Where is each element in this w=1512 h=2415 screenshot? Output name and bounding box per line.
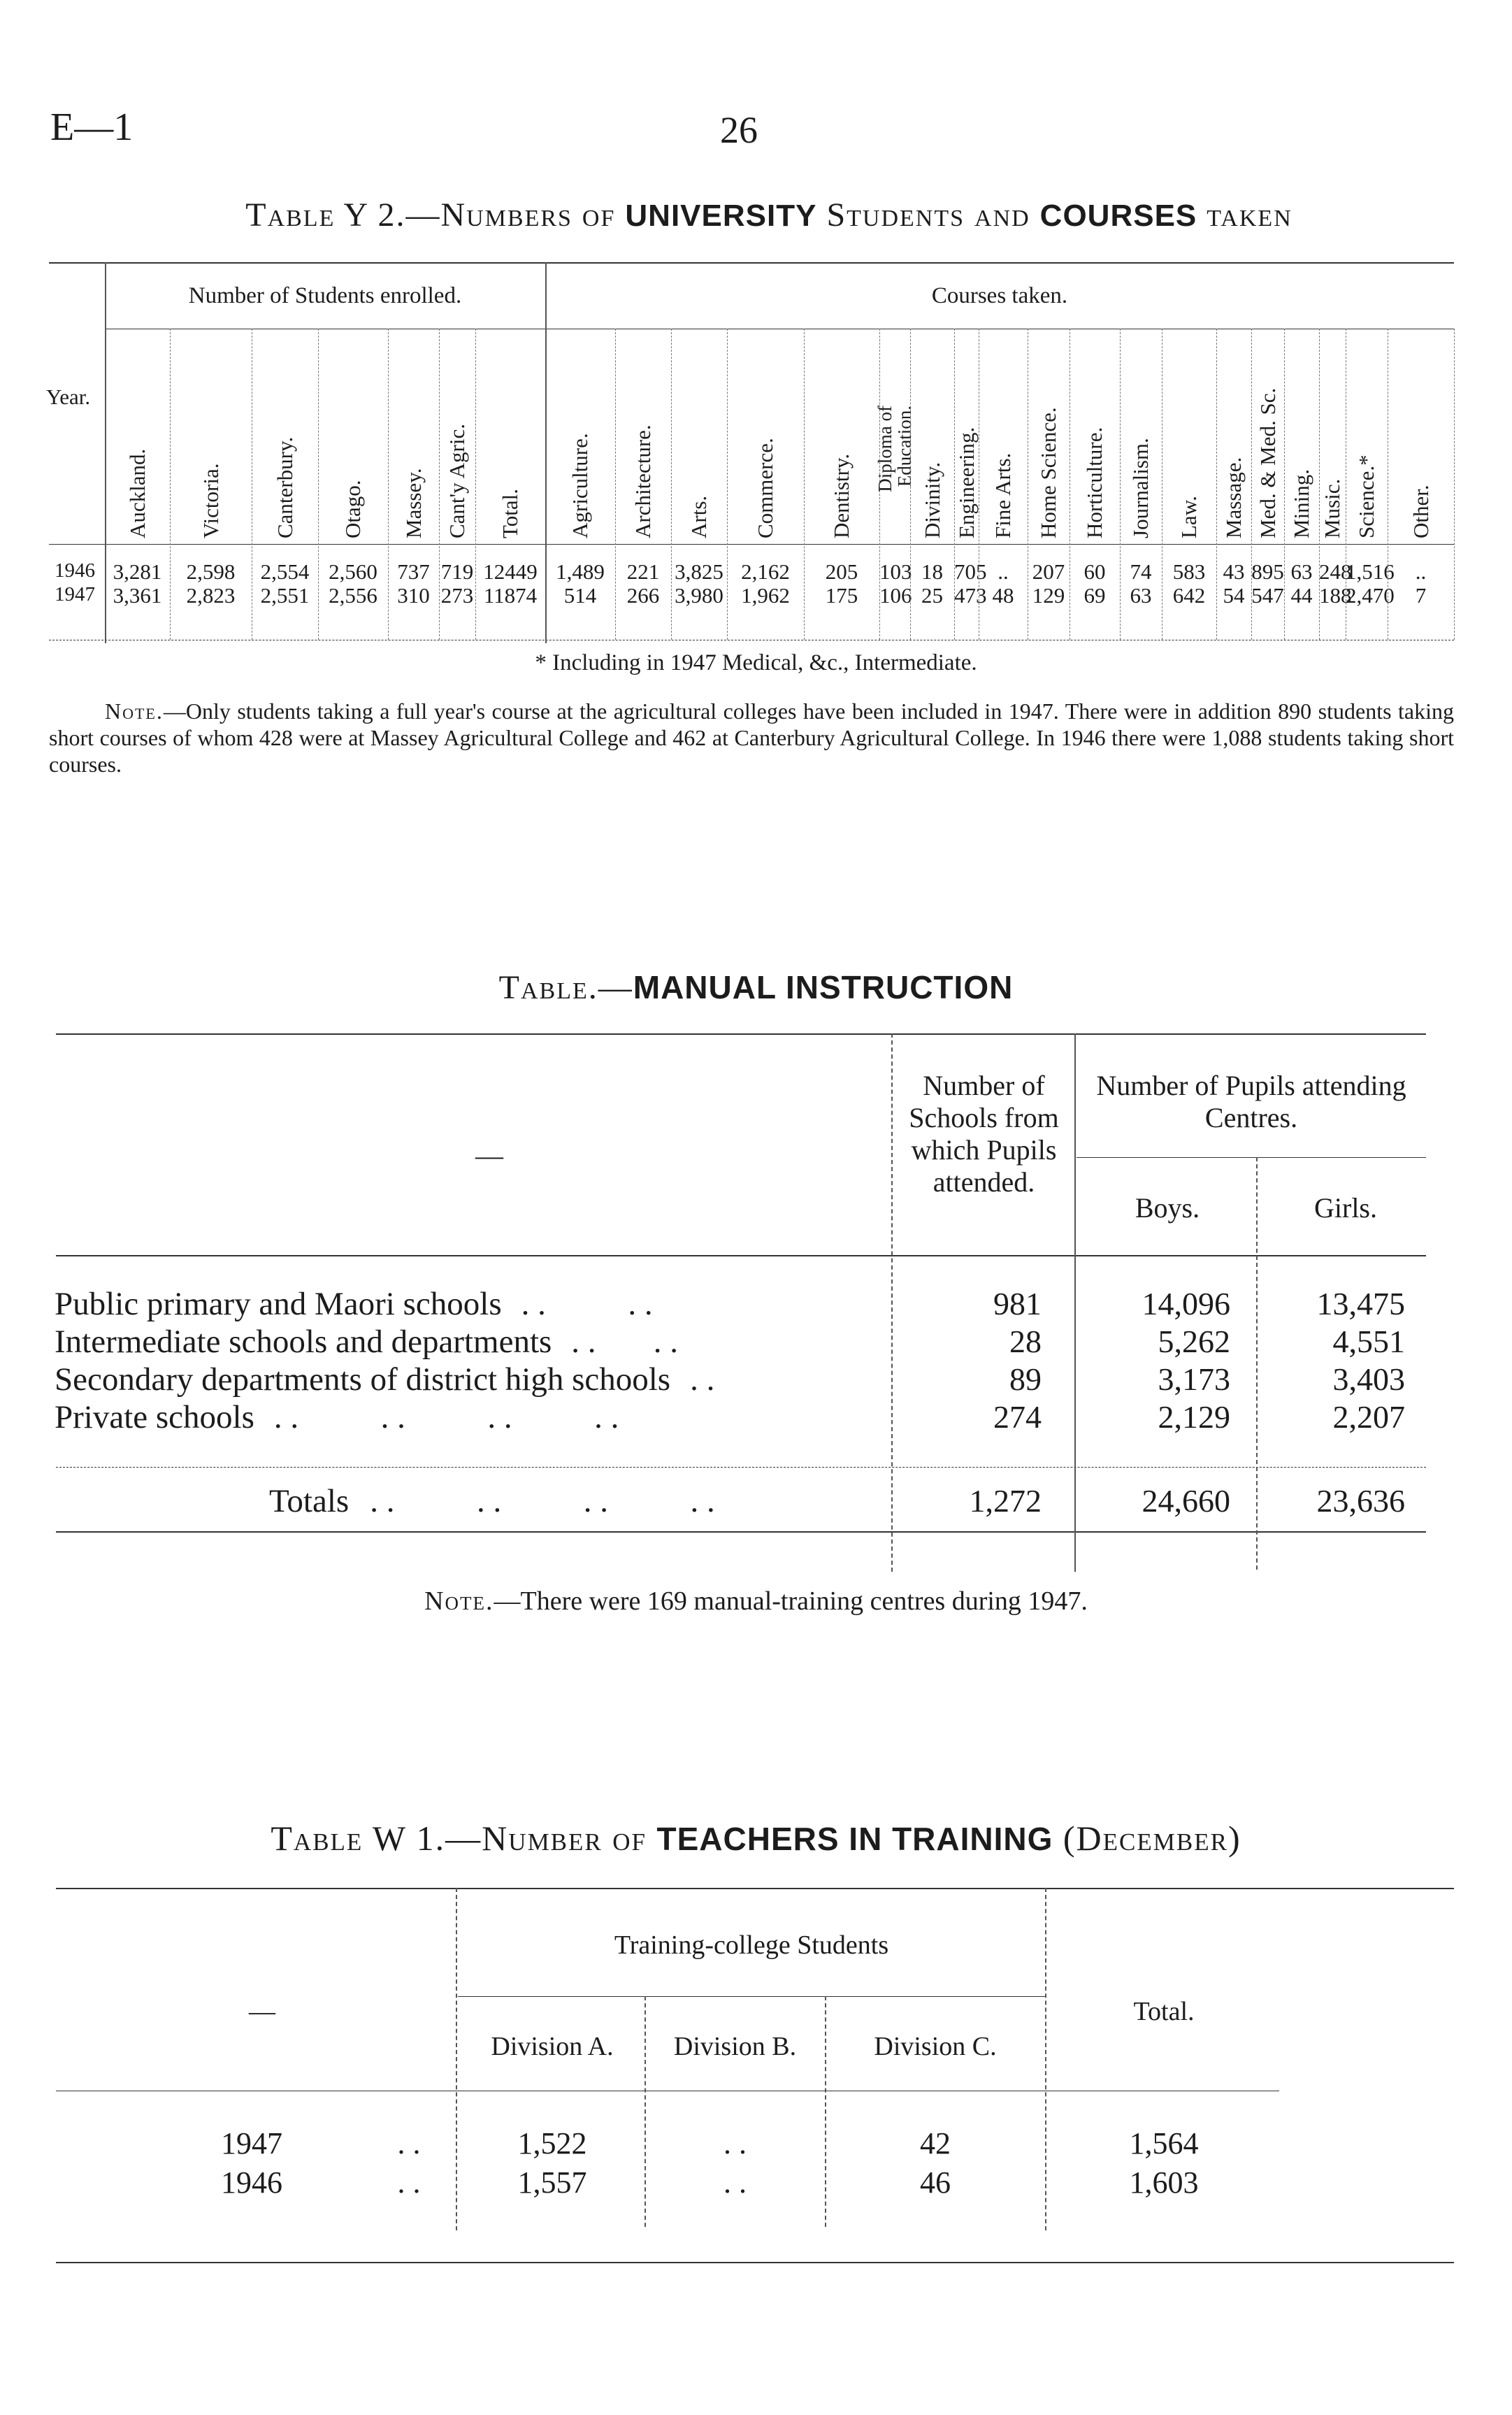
table-cell: 129 [1032,583,1065,608]
manual-note: Note.—There were 169 manual-training centres during 1947. [424,1586,1088,1616]
w1-cell-a: 1,557 [517,2165,587,2200]
manual-row-label: Secondary departments of district high schools . . [55,1361,715,1398]
w1-division-a-header: Division A. [491,2032,614,2061]
table-cell: 248 [1319,559,1352,584]
manual-pupils-group-header: Number of Pupils attending Centres. [1096,1070,1406,1133]
manual-boys-header: Boys. [1135,1192,1200,1224]
manual-cell-schools: 89 [1009,1361,1042,1397]
totals-boys: 24,660 [1142,1483,1230,1519]
table-cell: 207 [1032,559,1065,584]
table-cell: 69 [1083,583,1106,608]
row-year: 1947 [55,583,95,605]
table-cell: .. [998,559,1009,584]
manual-cell-schools: 981 [993,1286,1042,1321]
column-header-other: Other. [1408,485,1433,538]
column-header-mining: Mining. [1289,468,1313,538]
table-cell: 1,489 [556,559,605,584]
table-cell: 43 [1223,559,1245,584]
column-header-arts: Arts. [686,495,711,538]
w1-cell-total: 1,603 [1129,2165,1199,2200]
w1-division-c-header: Division C. [874,2032,997,2061]
table-y2-note: Note.—Only students taking a full year's course at the agricultural colleges have been included in 1947. There were in addition 890 students taking short courses of whom 428 were at Massey Agricultural College and 462 at Canterbury Agricultural College. In 1946 there were 1,088 students taking short courses. [49,698,1454,777]
table-cell: 2,470 [1346,583,1395,608]
w1-cell-c: 46 [920,2165,951,2200]
table-cell: 63 [1130,583,1152,608]
column-header-dentistry: Dentistry. [829,453,854,538]
table-cell: 719 [440,559,474,584]
table-cell: 642 [1172,583,1206,608]
column-header-victoria: Victoria. [198,463,223,538]
table-cell: 25 [921,583,943,608]
section-code: E—1 [50,106,134,149]
table-cell: 514 [563,583,597,608]
manual-cell-boys: 2,129 [1158,1399,1230,1435]
table-cell: 63 [1290,559,1313,584]
w1-cell-total: 1,564 [1129,2126,1199,2160]
manual-cell-girls: 2,207 [1332,1399,1405,1435]
manual-cell-boys: 3,173 [1158,1361,1230,1397]
manual-cell-boys: 5,262 [1158,1324,1230,1359]
w1-cell-c: 42 [920,2126,951,2160]
w1-cell-a: 1,522 [517,2126,587,2160]
w1-cell-b: . . [723,2165,747,2200]
table-cell: 310 [397,583,430,608]
table-y2-footnote: * Including in 1947 Medical, &c., Intermediate. [535,650,977,675]
table-cell: 3,825 [675,559,723,584]
table-cell: 737 [397,559,430,584]
w1-division-b-header: Division B. [673,2032,797,2061]
w1-cell-b: . . [723,2126,747,2160]
table-cell: 1,516 [1346,559,1395,584]
table-cell: 44 [1290,583,1313,608]
w1-stub-header: — [249,1997,275,2026]
manual-cell-boys: 14,096 [1142,1286,1230,1321]
totals-schools: 1,272 [969,1483,1042,1519]
column-header-divinity: Divinity. [919,461,944,538]
table-cell: 2,162 [741,559,790,584]
manual-girls-header: Girls. [1314,1192,1377,1224]
table-cell: 205 [825,559,858,584]
manual-stub-header: — [475,1140,503,1171]
column-header-cant-y-agric: Cant'y Agric. [445,423,469,538]
column-header-massey: Massey. [401,468,426,538]
table-cell: 103 [879,559,912,584]
table-cell: 583 [1172,559,1206,584]
w1-group-header: Training-college Students [614,1930,889,1960]
table-cell: 2,560 [329,559,377,584]
column-header-commerce: Commerce. [753,438,777,538]
table-w1-title: Table W 1.—Number of TEACHERS IN TRAINING (December) [271,1819,1241,1858]
table-cell: 12449 [483,559,538,584]
w1-cell-year: 1947 [221,2126,282,2160]
table-cell: 54 [1223,583,1245,608]
table-cell: .. [1415,559,1427,584]
totals-girls: 23,636 [1316,1483,1405,1519]
column-header-home-science: Home Science. [1036,407,1060,538]
table-cell: 2,598 [186,559,236,584]
manual-row-label: Public primary and Maori schools . . . . [55,1286,653,1322]
page-number: 26 [720,109,758,151]
table-cell: 18 [921,559,943,584]
table-cell: 705 [954,559,987,584]
column-header-otago: Otago. [340,480,365,538]
table-cell: 3,980 [675,583,723,608]
manual-row-label: Intermediate schools and departments . . . . [55,1324,679,1360]
manual-cell-girls: 4,551 [1332,1324,1405,1359]
table-cell: 188 [1319,583,1352,608]
table-cell: 895 [1251,559,1284,584]
row-year: 1946 [55,559,95,582]
totals-label: Totals . . . . . . . . [269,1483,715,1519]
manual-cell-girls: 13,475 [1316,1286,1405,1321]
table-cell: 2,823 [186,583,236,608]
table-cell: 473 [954,583,987,608]
year-header: Year. [46,385,91,409]
table-cell: 2,551 [260,583,310,608]
table-cell: 60 [1083,559,1106,584]
table-cell: 7 [1415,583,1427,608]
manual-instruction-title: Table.—MANUAL INSTRUCTION [498,969,1014,1006]
table-cell: 2,554 [260,559,310,584]
w1-total-header: Total. [1133,1997,1195,2026]
column-header-canterbury: Canterbury. [272,436,297,538]
table-cell: 221 [626,559,660,584]
w1-cell-dots: . . [397,2126,421,2160]
column-header-architecture: Architecture. [631,424,655,538]
courses-group-header: Courses taken. [931,283,1068,308]
table-cell: 2,556 [329,583,377,608]
table-cell: 273 [440,583,474,608]
table-cell: 547 [1251,583,1284,608]
table-cell: 11874 [483,583,538,608]
column-header-journalism: Journalism. [1128,438,1153,538]
column-header-massage: Massage. [1221,457,1246,538]
manual-row-label: Private schools . . . . . . . . [55,1399,619,1435]
table-cell: 74 [1130,559,1152,584]
table-cell: 106 [879,583,912,608]
column-header-music: Music. [1320,478,1344,538]
column-header-agriculture: Agriculture. [568,433,592,538]
column-header-science: Science.* [1354,454,1378,538]
column-header-diploma-of-education: Diploma of Education. [874,406,915,492]
enrolled-group-header: Number of Students enrolled. [188,283,462,308]
table-cell: 266 [626,583,660,608]
table-y2-title: Table Y 2.—Numbers of UNIVERSITY Students and COURSES taken [245,196,1293,234]
column-header-auckland: Auckland. [124,448,150,538]
manual-cell-girls: 3,403 [1332,1361,1405,1397]
table-cell: 3,281 [113,559,162,584]
table-cell: 3,361 [113,583,162,608]
column-header-law: Law. [1176,496,1201,538]
column-header-horticulture: Horticulture. [1082,427,1107,538]
manual-schools-header: Number of Schools from which Pupils attended. [909,1070,1059,1198]
table-cell: 175 [825,583,858,608]
column-header-total: Total. [498,488,522,538]
w1-cell-dots: . . [397,2165,421,2200]
manual-cell-schools: 28 [1009,1324,1042,1359]
table-cell: 48 [992,583,1014,608]
column-header-engineering: Engineering. [953,427,979,538]
column-header-fine-arts: Fine Arts. [991,452,1015,538]
w1-cell-year: 1946 [221,2165,282,2200]
table-cell: 1,962 [741,583,790,608]
column-header-med-med-sc: Med. & Med. Sc. [1255,387,1280,538]
manual-cell-schools: 274 [993,1399,1042,1435]
